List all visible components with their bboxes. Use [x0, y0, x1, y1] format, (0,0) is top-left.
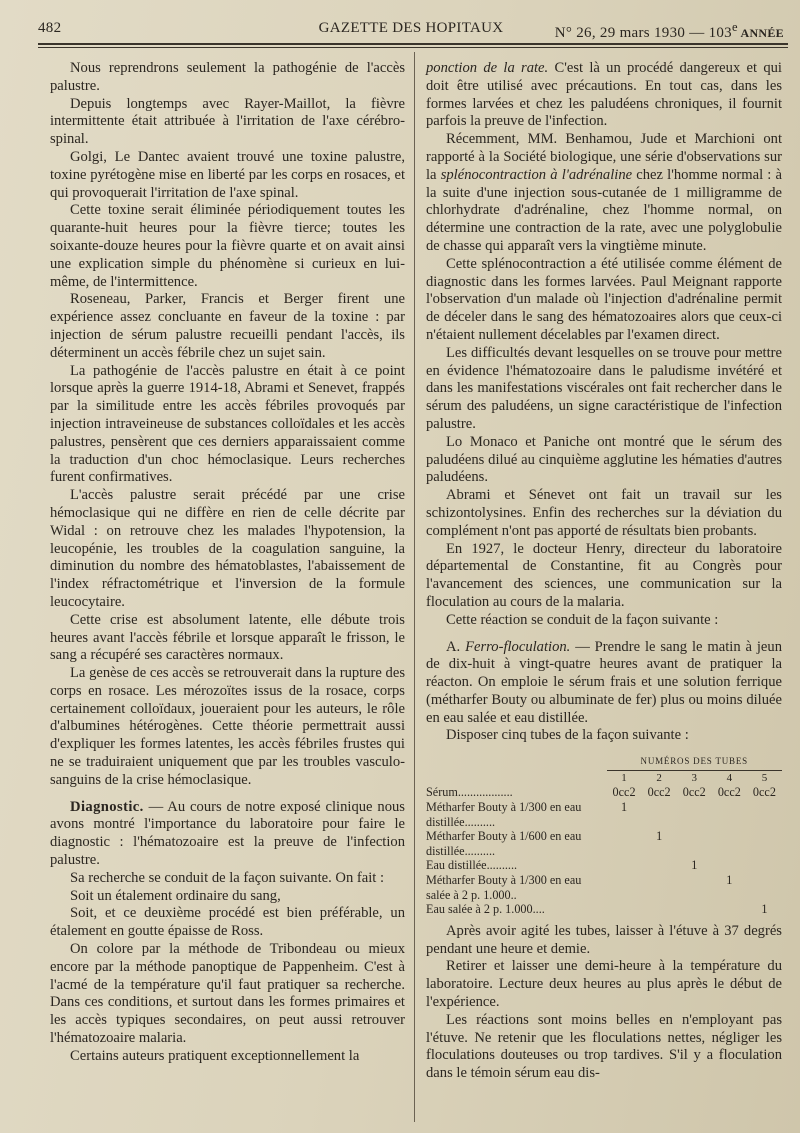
column-separator [414, 52, 415, 1122]
section-heading: Diagnostic. [70, 798, 144, 815]
paragraph: A. Ferro-floculation. — Prendre le sang le matin à jeun de dix-huit à vingt-quatre heures avant de pratiquer la réacton. On emploie le sérum frais et une solution ferrique (métharfer Bouty ou albuminate de fer) plus ou moins diluée en eau salée et eau distillée. [426, 638, 782, 726]
tube-number: 5 [747, 770, 782, 785]
cell [607, 858, 642, 873]
paragraph: Sa recherche se conduit de la façon suivante. On fait : [70, 869, 385, 886]
right-column [426, 60, 782, 1083]
paragraph: La genèse de ces accès se retrouverait dans la rupture des corps en rosace. Les mérozoïtes issus de la rosace, corps certainement colloïdaux, joueraient pour les auteurs, le rôle d'albumines hétérogènes. Cette théorie permettrait aussi d'expliquer les formes latentes, les accès fébriles frustes qui ne se traduiraient uniquement que par les troubles vasculo-sanguins de la crise hémoclasique. [50, 665, 405, 788]
header-rule-thin [38, 47, 788, 48]
paragraph: Cette toxine serait éliminée périodiquement toutes les quarante-huit heures pour la fièvre tierce; toutes les soixante-douze heures pour la fièvre quarte et on avait ainsi une explication simple du phénomène si curieux en lui-même, de l'intermittence. [50, 202, 405, 290]
cell [712, 902, 747, 917]
paragraph: Les difficultés devant lesquelles on se trouve pour mettre en évidence l'hématozoaire dans le paludisme invétéré et dans les manifestations viscérales ont fait rechercher dans le sérum des paludéens, un signe caractéristique de l'infection palustre. [426, 344, 782, 432]
paragraph: Après avoir agité les tubes, laisser à l'étuve à 37 degrés pendant une heure et demie. [426, 922, 782, 957]
paragraph: Certains auteurs pratiquent exceptionnellement la [70, 1047, 360, 1064]
paragraph: Cette splénocontraction a été utilisée comme élément de diagnostic dans les formes larvées. Paul Meignant rapporte l'observation d'un malade où l'injection d'adrénaline permit de déceler dans le sang des hématozoaires alors que ceux-ci n'étaient nullement décelables par l'examen direct. [426, 255, 782, 343]
paragraph: ponction de la rate. C'est là un procédé dangereux et qui doit être utilisé avec précautions. En tout cas, dans les formes larvées et chez les paludéens chroniques, il fournit parfois la preuve de l'infection. [426, 60, 782, 130]
cell: 0cc2 [612, 785, 636, 800]
cell [747, 873, 782, 902]
row-label: Métharfer Bouty à 1/600 en eau distillée.......... [426, 829, 582, 858]
row-label: Eau distillée.......... [426, 858, 518, 873]
cell: 1 [691, 858, 698, 873]
table-row [426, 902, 782, 917]
cell [747, 829, 782, 858]
cell [607, 873, 642, 902]
cell: 0cc2 [717, 785, 741, 800]
paragraph: En 1927, le docteur Henry, directeur du laboratoire départemental de Constantine, fit au Congrès pour l'avancement des sciences, une communication sur la floculation au cours de la malaria. [426, 540, 782, 610]
diagnostic-paragraph: Diagnostic. — Au cours de notre exposé clinique nous avons montré l'importance du laboratoire pour faire le diagnostic : l'hématozoaire est la preuve de l'infection palustre. [50, 798, 405, 869]
paragraph: Nous reprendrons seulement la pathogénie de l'accès palustre. [50, 60, 405, 94]
paragraph: Récemment, MM. Benhamou, Jude et Marchioni ont rapporté à la Société biologique, une série d'observations sur la splénocontraction à l'adrénaline chez l'homme normal : à la suite d'une injection sous-cutanée de 1 milligramme de chlorhydrate d'adrénaline, chez l'homme normal, on détermine une contraction de la rate, avec une polyglobulie de chasse qui apparaît vers la vingtième minute. [426, 131, 782, 254]
page-number: 482 [38, 20, 62, 36]
cell [712, 829, 747, 858]
paragraph: Cette crise est absolument latente, elle débute trois heures avant l'accès fébrile et lorsque apparaît le frisson, le sang a récupéré ses caractères normaux. [50, 611, 405, 664]
cell [747, 858, 782, 873]
cell [677, 873, 712, 902]
row-label: Métharfer Bouty à 1/300 en eau salée à 2 p. 1.000.. [426, 873, 582, 902]
cell [607, 829, 642, 858]
tube-number: 4 [712, 770, 747, 785]
issue-info: N° 26, 29 mars 1930 — 103e ANNÉE [554, 20, 784, 41]
paragraph: On colore par la méthode de Tribondeau ou mieux encore par la méthode panoptique de Pappenheim. C'est à l'acmé de la température qu'il faut pratiquer sa recherche. Dans ces conditions, et surtout dans les formes primaires et les accès typiques secondaires, on peut aussi retrouver l'hématozoaire malaria. [50, 941, 405, 1047]
cell [642, 873, 677, 902]
paragraph: Disposer cinq tubes de la façon suivante : [446, 727, 689, 744]
table-row [426, 873, 782, 902]
cell: 0cc2 [682, 785, 706, 800]
cell [642, 902, 677, 917]
cell [677, 829, 712, 858]
table-row [426, 829, 782, 858]
paragraph: Soit, et ce deuxième procédé est bien préférable, un étalement en goutte épaisse de Ross. [50, 905, 405, 940]
cell: 1 [656, 829, 663, 844]
left-column [50, 60, 405, 1066]
tubes-table [426, 753, 782, 917]
cell [642, 858, 677, 873]
cell [677, 902, 712, 917]
table-caption: NUMÉROS DES TUBES [640, 756, 748, 767]
paragraph: Golgi, Le Dantec avaient trouvé une toxine palustre, toxine pyrétogène mise en liberté par les corps en rosaces, et qui provoquerait l'irritation de l'axe spinal. [50, 148, 405, 201]
paragraph: Abrami et Sénevet ont fait un travail sur les schizontolysines. Enfin des recherches sur la déviation du complément n'ont pas apporté de résultats bien probants. [426, 487, 782, 539]
cell [712, 858, 747, 873]
paragraph: Roseneau, Parker, Francis et Berger firent une expérience assez concluante en faveur de la toxine : par injection de sérum palustre recueilli pendant l'accès, ils déterminent un accès fébrile chez un sujet sain. [50, 291, 405, 361]
table-row [426, 858, 782, 873]
tube-number: 1 [607, 770, 642, 785]
row-label: Eau salée à 2 p. 1.000.... [426, 902, 545, 917]
header-rule [38, 43, 788, 45]
paragraph: Depuis longtemps avec Rayer-Maillot, la fièvre intermittente était attribuée à l'irritation de l'axe cérébro-spinal. [50, 95, 405, 148]
row-label: Sérum.................. [426, 785, 513, 800]
cell [677, 800, 712, 829]
cell: 1 [726, 873, 733, 888]
paragraph: Retirer et laisser une demi-heure à la température du laboratoire. Lecture deux heures au plus après le début de l'expérience. [426, 958, 782, 1010]
table-row [426, 800, 782, 829]
tube-number: 2 [642, 770, 677, 785]
paragraph: Les réactions sont moins belles en n'employant pas l'étuve. Ne retenir que les floculations nettes, négliger les floculations douteuses ou trop tardives. S'il y a floculation dans le témoin sérum eau dis- [426, 1011, 782, 1082]
paragraph: Cette réaction se conduit de la façon suivante : [446, 611, 719, 628]
paragraph: Lo Monaco et Paniche ont montré que le sérum des paludéens dilué au cinquième agglutine les hématies d'autres paludéens. [426, 433, 782, 486]
cell: 0cc2 [647, 785, 671, 800]
row-label: Métharfer Bouty à 1/300 en eau distillée.......... [426, 800, 582, 829]
cell: 1 [621, 800, 628, 815]
table-row [426, 785, 782, 800]
tube-number: 3 [677, 770, 712, 785]
page-header [38, 18, 784, 42]
paragraph: La pathogénie de l'accès palustre en était à ce point lorsque après la guerre 1914-18, Abrami et Senevet, frappés par la similitude entre les accès fébriles provoqués par injection intraveineuse de substances colloïdales et les accès palustres, pensèrent que ces derniers apparaissaient comme la traduction d'un choc hémoclasique. Leurs recherches furent confirmatives. [50, 362, 405, 486]
tube-number-row [426, 770, 782, 785]
cell: 1 [761, 902, 768, 917]
journal-title: GAZETTE DES HOPITAUX [318, 20, 504, 36]
paragraph: Soit un étalement ordinaire du sang, [70, 887, 281, 904]
cell [642, 800, 677, 829]
paragraph: L'accès palustre serait précédé par une crise hémoclasique qui ne diffère en rien de celle décrite par Widal : on retrouve chez les malades l'hypotension, la leucopénie, les troubles de la coagulation sanguine, la diminution du nombre des hématoblastes, l'abaissement de l'index réfractométrique et l'inversion de la formule leucocytaire. [50, 487, 405, 610]
cell [747, 800, 782, 829]
cell [712, 800, 747, 829]
cell [607, 902, 642, 917]
cell: 0cc2 [752, 785, 776, 800]
